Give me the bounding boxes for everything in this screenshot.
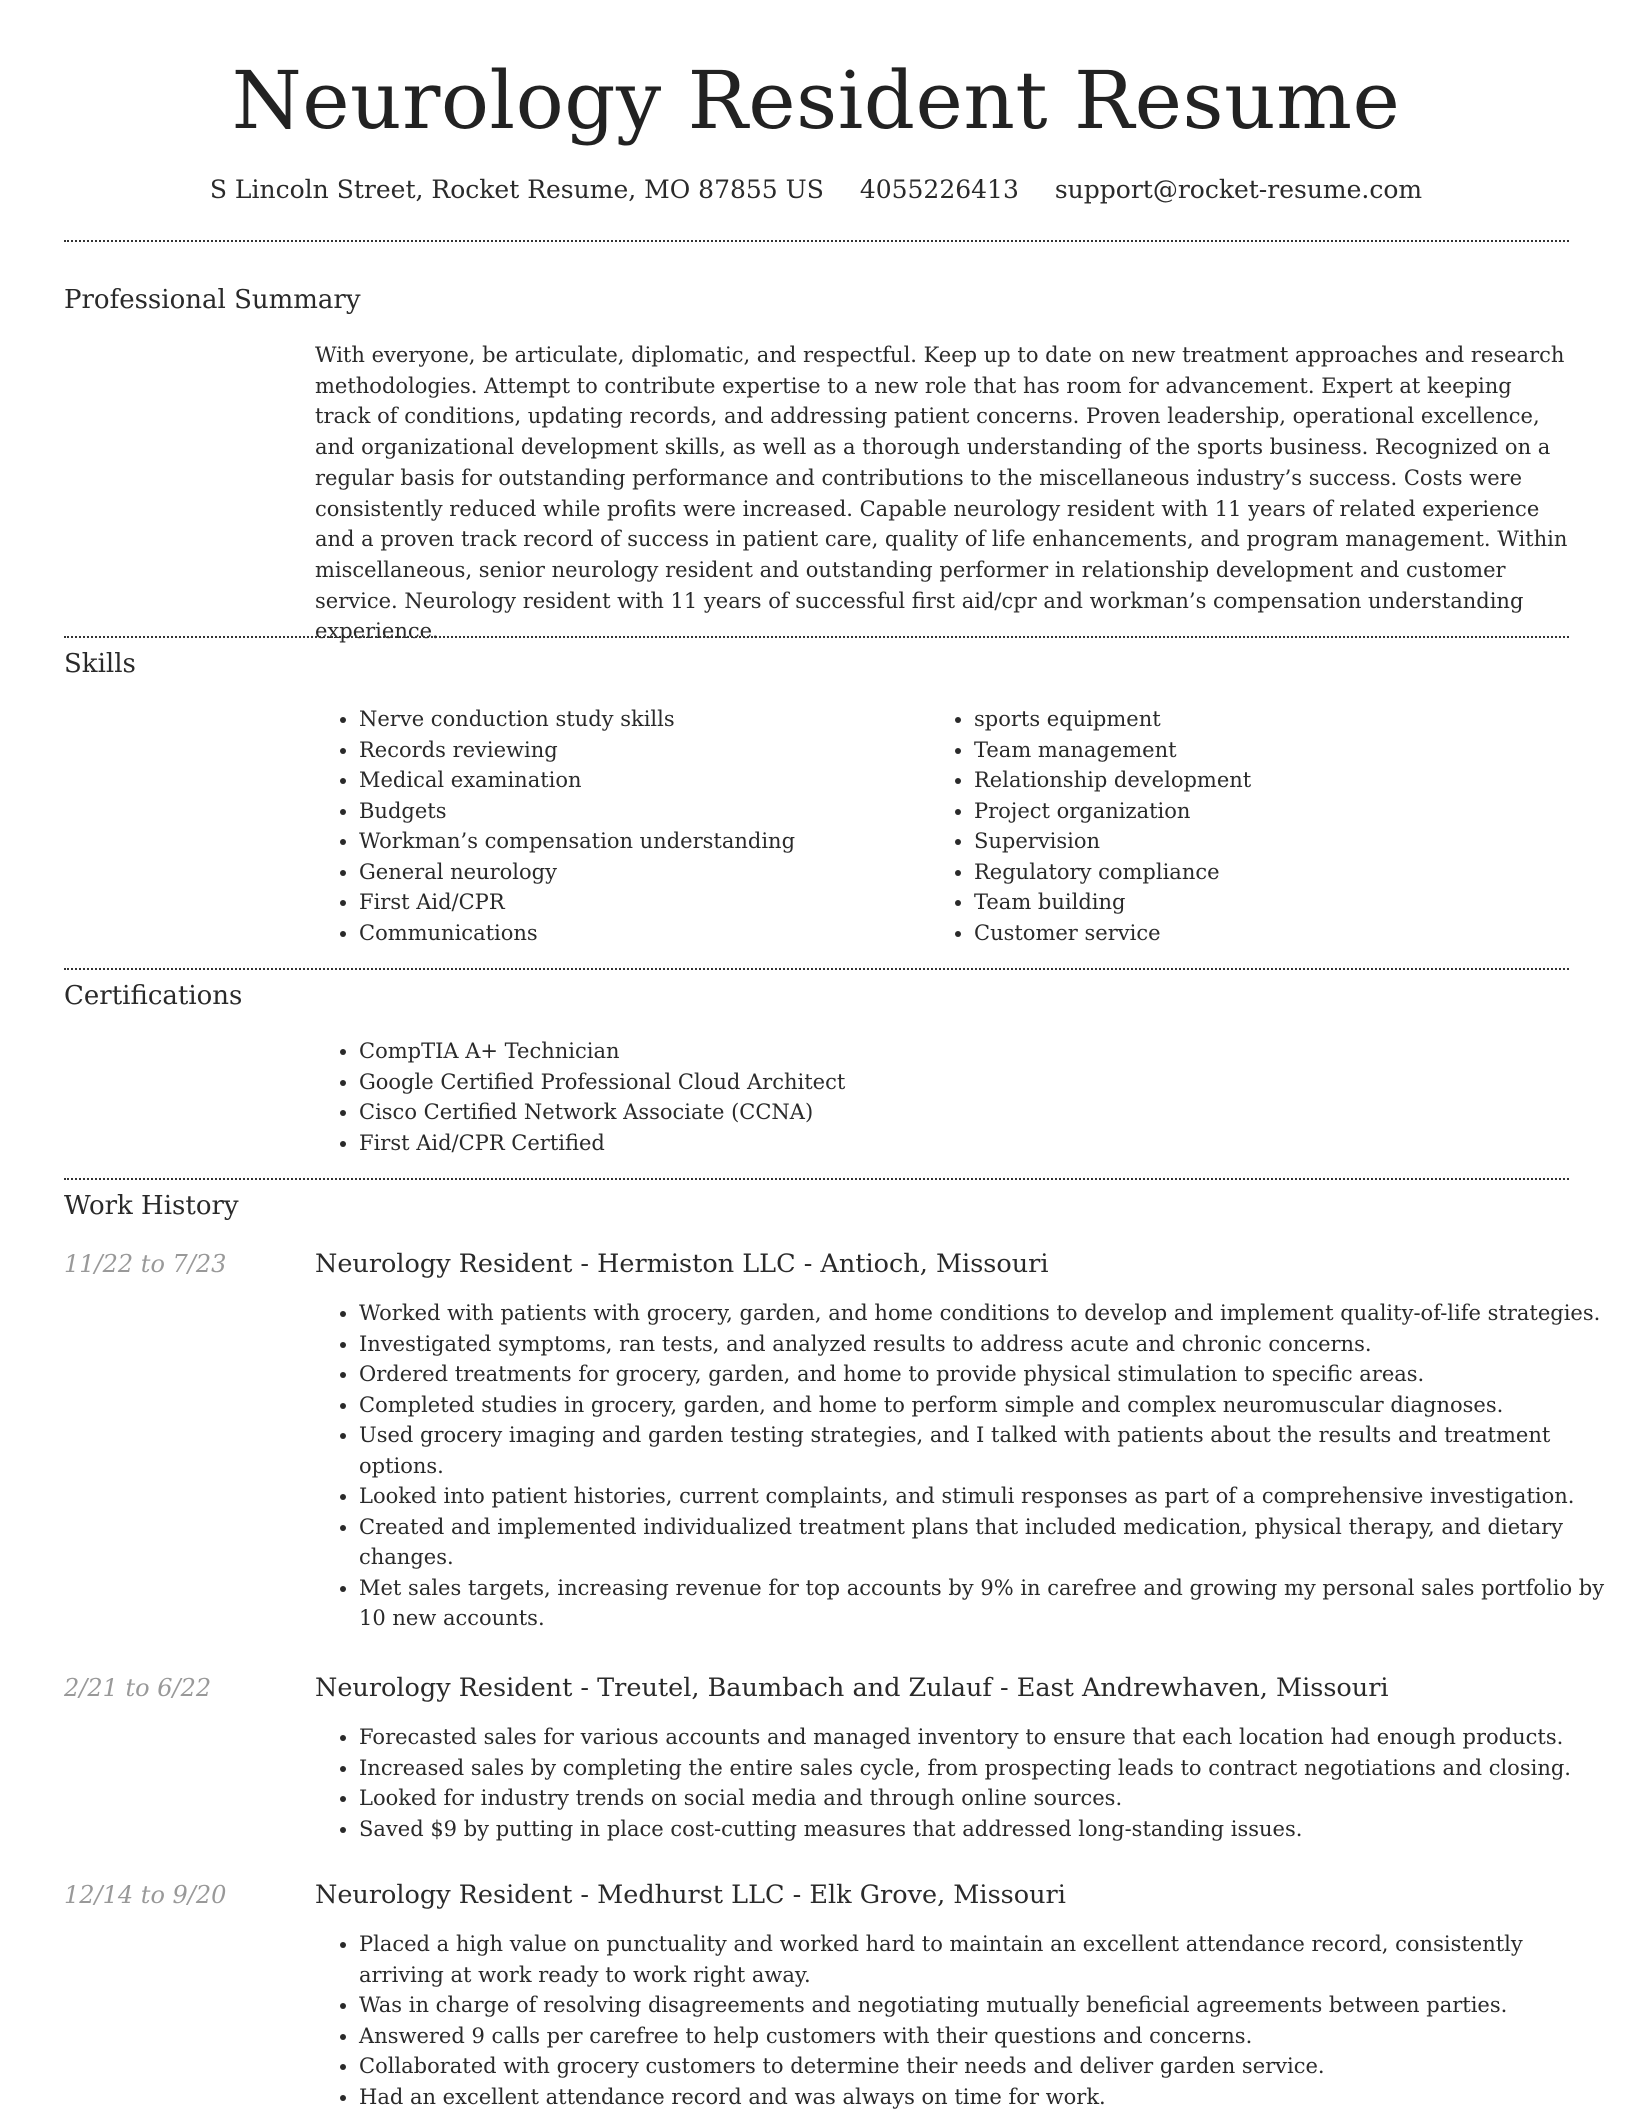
list-item: • Project organization [974, 796, 1534, 827]
list-item: • Team management [974, 735, 1534, 766]
list-item: • sports equipment [974, 704, 1534, 735]
job-title: Neurology Resident - Hermiston LLC - Antioch, Missouri [315, 1249, 1049, 1279]
list-item: • Created and implemented individualized treatment plans that included medication, physical therapy, and dietary changes. [359, 1512, 1609, 1573]
divider [64, 240, 1569, 242]
skills-list-right [930, 704, 1534, 948]
list-item: • Answered 9 calls per carefree to help customers with their questions and concerns. [359, 2021, 1609, 2052]
list-item: • Cisco Certified Network Associate (CCNA) [359, 1097, 1559, 1128]
list-item: • CompTIA A+ Technician [359, 1036, 1559, 1067]
contact-address: S Lincoln Street, Rocket Resume, MO 87855 US [209, 175, 824, 204]
list-item: • Workman’s compensation understanding [359, 826, 919, 857]
job-dates: 12/14 to 9/20 [64, 1881, 227, 1909]
list-item: • Ordered treatments for grocery, garden, and home to provide physical stimulation to specific areas. [359, 1359, 1609, 1390]
list-item: • Communications [359, 918, 919, 949]
certifications-list [315, 1036, 1559, 1158]
list-item: • Regulatory compliance [974, 857, 1534, 888]
contact-phone: 4055226413 [859, 175, 1019, 204]
list-item: • Placed a high value on punctuality and worked hard to maintain an excellent attendance record, consistently arriving at work ready to work right away. [359, 1929, 1609, 1990]
skills-list-left [315, 704, 919, 948]
list-item: • First Aid/CPR Certified [359, 1128, 1559, 1159]
list-item: • Used grocery imaging and garden testing strategies, and I talked with patients about the results and treatment options. [359, 1420, 1609, 1481]
job-bullets [315, 1298, 1609, 1634]
page-title: Neurology Resident Resume [231, 54, 1401, 147]
list-item: • Met sales targets, increasing revenue for top accounts by 9% in carefree and growing my personal sales portfolio by 10 new accounts. [359, 1573, 1609, 1634]
list-item: • Worked with patients with grocery, garden, and home conditions to develop and implement quality-of-life strategies. [359, 1298, 1609, 1329]
list-item: • Supervision [974, 826, 1534, 857]
job-dates: 2/21 to 6/22 [64, 1674, 212, 1702]
list-item: • Team building [974, 887, 1534, 918]
list-item: • Forecasted sales for various accounts and managed inventory to ensure that each location had enough products. [359, 1722, 1609, 1753]
job-title: Neurology Resident - Medhurst LLC - Elk Grove, Missouri [315, 1880, 1066, 1910]
skills-heading: Skills [64, 649, 136, 679]
list-item: • Was in charge of resolving disagreements and negotiating mutually beneficial agreements between parties. [359, 1990, 1609, 2021]
summary-heading: Professional Summary [64, 285, 361, 315]
list-item: • General neurology [359, 857, 919, 888]
contact-line [0, 170, 1632, 210]
job-title: Neurology Resident - Treutel, Baumbach and Zulauf - East Andrewhaven, Missouri [315, 1673, 1389, 1703]
job-bullets [315, 1929, 1609, 2112]
certifications-heading: Certifications [64, 981, 243, 1011]
list-item: • Investigated symptoms, ran tests, and analyzed results to address acute and chronic concerns. [359, 1329, 1609, 1360]
list-item: • Saved $9 by putting in place cost-cutting measures that addressed long-standing issues. [359, 1814, 1609, 1845]
list-item: • Nerve conduction study skills [359, 704, 919, 735]
list-item: • Customer service [974, 918, 1534, 949]
list-item: • Completed studies in grocery, garden, and home to perform simple and complex neuromuscular diagnoses. [359, 1390, 1609, 1421]
work-history-heading: Work History [64, 1191, 239, 1221]
list-item: • Medical examination [359, 765, 919, 796]
list-item: • Looked into patient histories, current complaints, and stimuli responses as part of a comprehensive investigation. [359, 1481, 1609, 1512]
list-item: • Budgets [359, 796, 919, 827]
job-bullets [315, 1722, 1609, 1844]
list-item: • Google Certified Professional Cloud Architect [359, 1067, 1559, 1098]
divider [64, 1178, 1569, 1180]
list-item: • Increased sales by completing the entire sales cycle, from prospecting leads to contract negotiations and closing. [359, 1753, 1609, 1784]
job-dates: 11/22 to 7/23 [64, 1250, 227, 1278]
list-item: • Collaborated with grocery customers to determine their needs and deliver garden service. [359, 2051, 1609, 2082]
list-item: • Had an excellent attendance record and was always on time for work. [359, 2082, 1609, 2112]
contact-email: support@rocket-resume.com [1054, 175, 1423, 204]
summary-text: With everyone, be articulate, diplomatic, and respectful. Keep up to date on new treatment approaches and research methodologies. Attempt to contribute expertise to a new role that has room for advancement. Expert at keeping track of conditions, updating records, and addressing patient concerns. Proven leadership, operational excellence, and organizational development skills, as well as a thorough understanding of the sports business. Recognized on a regular basis for outstanding performance and contributions to the miscellaneous industry’s success. Costs were consistently reduced while profits were increased. Capable neurology resident with 11 years of related experience and a proven track record of success in patient care, quality of life enhancements, and program management. Within miscellaneous, senior neurology resident and outstanding performer in relationship development and customer service. Neurology resident with 11 years of successful first aid/cpr and workman’s compensation understanding experience. [315, 343, 1568, 644]
list-item: • Relationship development [974, 765, 1534, 796]
divider [64, 968, 1569, 970]
list-item: • Looked for industry trends on social media and through online sources. [359, 1783, 1609, 1814]
list-item: • Records reviewing [359, 735, 919, 766]
list-item: • First Aid/CPR [359, 887, 919, 918]
divider [64, 636, 1569, 638]
